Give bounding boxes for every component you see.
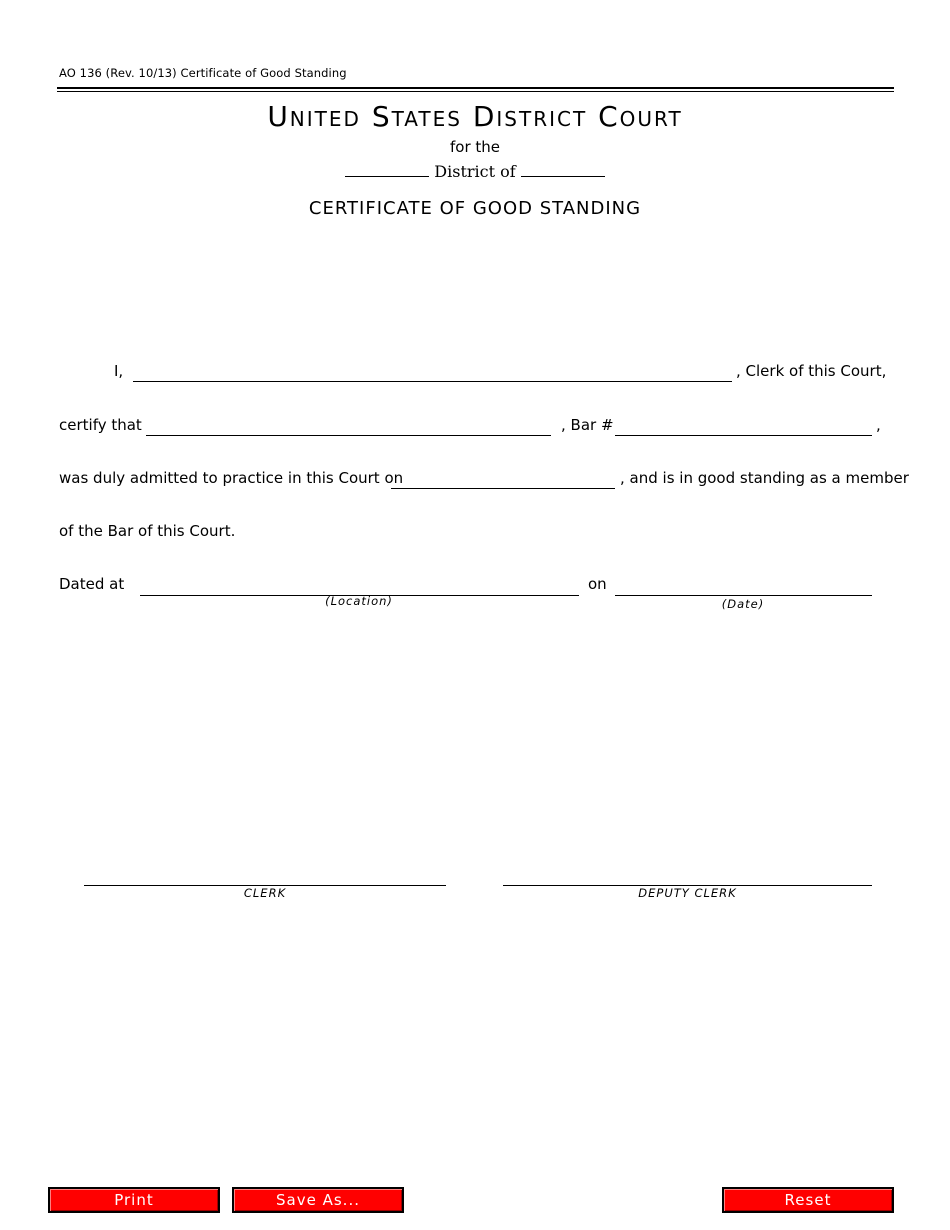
dated-at-label: Dated at [59, 575, 125, 593]
print-button[interactable]: Print [48, 1187, 220, 1213]
district-blank-left[interactable] [345, 162, 429, 177]
bar-number-label: , Bar # [561, 416, 614, 434]
line2-suffix: , [876, 416, 881, 434]
header-rule-thick [57, 87, 894, 89]
certificate-title: CERTIFICATE OF GOOD STANDING [308, 198, 642, 219]
form-id: AO 136 (Rev. 10/13) Certificate of Good Standing [59, 66, 347, 80]
clerk-caption: CLERK [243, 886, 287, 900]
save-as-button[interactable]: Save As... [232, 1187, 404, 1213]
district-line [0, 162, 950, 181]
for-the-label: for the [449, 138, 500, 156]
bar-number-field[interactable] [615, 417, 872, 436]
on-label: on [588, 575, 607, 593]
date-caption: (Date) [721, 597, 765, 611]
line1-suffix: , Clerk of this Court, [736, 362, 887, 380]
line3-prefix: was duly admitted to practice in this Court on [59, 469, 404, 487]
attorney-name-field[interactable] [146, 417, 551, 436]
line2-prefix: certify that [59, 416, 142, 434]
clerk-name-field[interactable] [133, 363, 732, 382]
deputy-clerk-signature-field[interactable] [503, 867, 872, 886]
line4-text: of the Bar of this Court. [59, 522, 236, 540]
header-rule-thin [57, 91, 894, 92]
admission-date-field[interactable] [391, 470, 615, 489]
line1-prefix: I, [114, 362, 124, 380]
date-field[interactable] [615, 577, 872, 596]
district-blank-right[interactable] [521, 162, 605, 177]
reset-button[interactable]: Reset [722, 1187, 894, 1213]
clerk-signature-field[interactable] [84, 867, 446, 886]
district-of-label: District of [434, 162, 516, 181]
line3-suffix: , and is in good standing as a member [620, 469, 909, 487]
deputy-clerk-caption: DEPUTY CLERK [638, 886, 737, 900]
location-caption: (Location) [325, 594, 393, 608]
court-title: United States District Court [267, 100, 683, 133]
